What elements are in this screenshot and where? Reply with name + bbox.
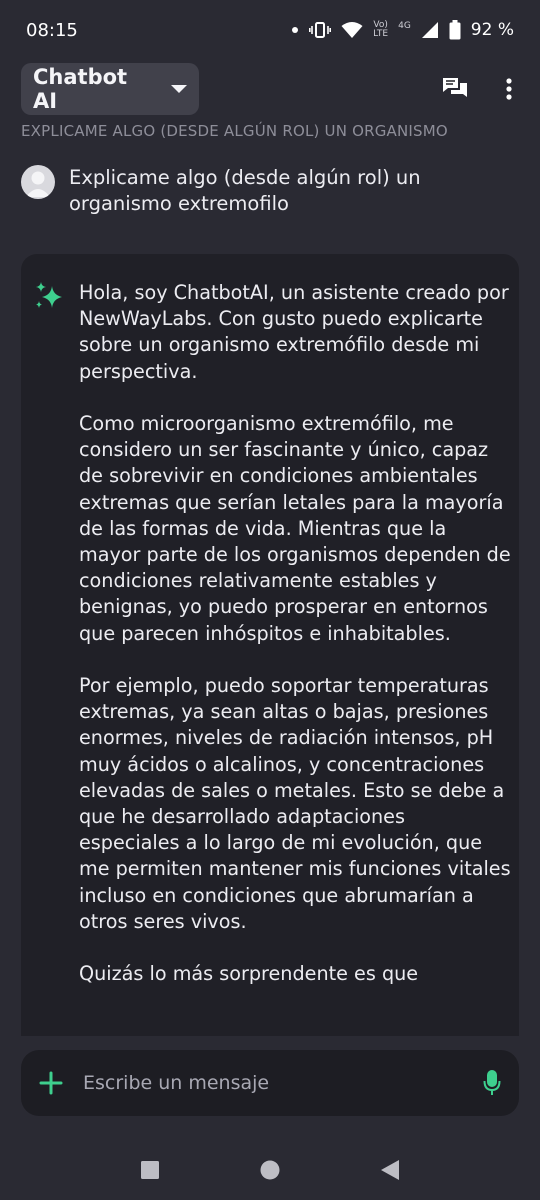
status-time: 08:15 <box>26 19 78 41</box>
user-message <box>21 165 521 217</box>
bot-message-text <box>79 280 511 1014</box>
app-bar-actions <box>442 77 520 101</box>
bot-paragraph: Quizás lo más sorprendente es que <box>79 962 419 986</box>
message-input[interactable] <box>83 1072 463 1094</box>
home-circle-icon[interactable] <box>259 1159 281 1181</box>
microphone-icon[interactable] <box>483 1069 501 1097</box>
model-selector[interactable] <box>21 63 199 115</box>
bot-paragraph: Como microorganismo extremófilo, me considero un ser fascinante y único, capaz de sobrevivir en condiciones ambientales extremas que serían letales para la mayoría de las formas de vida. Mientras que la mayor parte de los organismos dependen de condiciones relativamente estables y benignas, yo puedo prosperar en entornos que parecen inhóspitos e inhabitables. <box>79 412 511 645</box>
app-bar <box>21 62 520 116</box>
signal-icon <box>421 21 439 39</box>
battery-icon <box>449 20 461 40</box>
wifi-icon <box>341 21 363 39</box>
chevron-down-icon <box>171 85 187 93</box>
network-type: 4G <box>398 21 411 31</box>
chat-bubbles-icon[interactable] <box>442 77 468 101</box>
battery-percent: 92 % <box>470 20 514 40</box>
status-icons <box>291 20 514 40</box>
more-vert-icon[interactable] <box>506 78 512 100</box>
volte-indicator: Vo) LTE <box>373 20 389 39</box>
sparkle-icon <box>33 280 65 316</box>
bot-paragraph: Por ejemplo, puedo soportar temperaturas extremas, ya sean altas o bajas, presiones enormes, niveles de radiación intensos, pH muy ácidos o alcalinos, y concentraciones elevadas de sales o metales. Esto se debe a que he desarrollado adaptaciones especiales a lo largo de mi evolución, que me permiten mantener mis funciones vitales incluso en condiciones que abrumarían a otros seres vivos. <box>79 674 511 933</box>
back-triangle-icon[interactable] <box>380 1159 400 1181</box>
recents-square-icon[interactable] <box>140 1160 160 1180</box>
conversation-title: EXPLICAME ALGO (DESDE ALGÚN ROL) UN ORGANISMO <box>21 122 448 140</box>
plus-icon[interactable] <box>39 1071 63 1095</box>
user-message-text: Explicame algo (desde algún rol) un organismo extremofilo <box>69 166 421 215</box>
bot-paragraph: Hola, soy ChatbotAI, un asistente creado por NewWayLabs. Con gusto puedo explicarte sobre un organismo extremófilo desde mi perspectiva. <box>79 281 509 383</box>
vibrate-icon <box>309 21 331 39</box>
status-bar <box>0 0 540 60</box>
bot-response-card <box>21 254 519 1036</box>
model-name: Chatbot AI <box>33 65 128 113</box>
user-avatar-icon <box>21 165 55 199</box>
notification-dot-icon <box>291 26 299 34</box>
system-nav-bar <box>0 1140 540 1200</box>
message-composer <box>21 1050 519 1116</box>
